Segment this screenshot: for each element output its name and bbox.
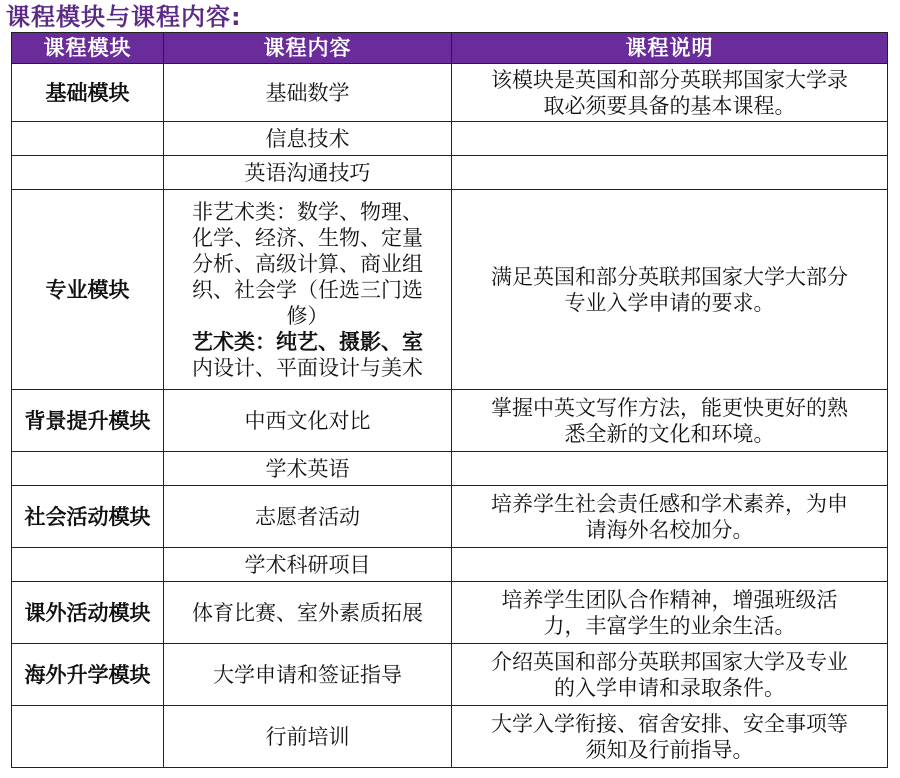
table-row xyxy=(12,582,888,644)
module-cell: 基础模块 xyxy=(12,64,164,122)
table-row xyxy=(12,122,888,156)
description-line: 培养学生团队合作精神，增强班级活 xyxy=(501,587,838,612)
module-cell: 背景提升模块 xyxy=(12,390,164,452)
content-cell: 行前培训 xyxy=(164,706,452,768)
description-line: 介绍英国和部分英联邦国家大学及专业 xyxy=(491,649,848,674)
course-table xyxy=(11,32,888,768)
table-row xyxy=(12,452,888,486)
page-title: 课程模块与课程内容: xyxy=(6,3,242,31)
content-line: 分析、高级计算、商业组 xyxy=(192,251,423,276)
description-cell xyxy=(452,706,888,768)
content-line: 化学、经济、生物、定量 xyxy=(192,225,423,250)
module-cell xyxy=(12,706,164,768)
module-cell xyxy=(12,452,164,486)
module-cell xyxy=(12,122,164,156)
description-cell xyxy=(452,122,888,156)
table-row xyxy=(12,190,888,390)
description-line: 的入学申请和录取条件。 xyxy=(554,675,785,700)
description-line: 培养学生社会责任感和学术素养，为申 xyxy=(491,491,848,516)
module-cell: 社会活动模块 xyxy=(12,486,164,548)
description-cell xyxy=(452,390,888,452)
table-row xyxy=(12,644,888,706)
description-line: 该模块是英国和部分英联邦国家大学录 xyxy=(491,67,848,92)
description-cell xyxy=(452,486,888,548)
description-line: 满足英国和部分英联邦国家大学大部分 xyxy=(491,264,848,289)
description-cell xyxy=(452,452,888,486)
description-line: 掌握中英文写作方法，能更快更好的熟 xyxy=(491,395,848,420)
table-row xyxy=(12,706,888,768)
content-line: 艺术类：纯艺、摄影、室 xyxy=(192,329,423,354)
header-content: 课程内容 xyxy=(164,33,452,64)
module-cell: 课外活动模块 xyxy=(12,582,164,644)
module-cell xyxy=(12,548,164,582)
table-row xyxy=(12,156,888,190)
table-row xyxy=(12,548,888,582)
content-line: 内设计、平面设计与美术 xyxy=(192,355,423,380)
content-cell: 体育比赛、室外素质拓展 xyxy=(164,582,452,644)
description-cell xyxy=(452,64,888,122)
description-cell xyxy=(452,582,888,644)
header-module: 课程模块 xyxy=(12,33,164,64)
description-line: 取必须要具备的基本课程。 xyxy=(543,93,796,118)
content-cell: 学术科研项目 xyxy=(164,548,452,582)
description-line: 须知及行前指导。 xyxy=(585,737,754,762)
description-cell xyxy=(452,644,888,706)
table-row xyxy=(12,390,888,452)
content-line: 织、社会学（任选三门选 xyxy=(192,277,423,302)
content-line: 非艺术类：数学、物理、 xyxy=(192,199,423,224)
description-line: 大学入学衔接、宿舍安排、安全事项等 xyxy=(491,711,848,736)
description-line: 请海外名校加分。 xyxy=(585,517,754,542)
module-cell xyxy=(12,156,164,190)
description-cell xyxy=(452,548,888,582)
content-cell: 中西文化对比 xyxy=(164,390,452,452)
description-cell xyxy=(452,190,888,390)
table-header-row xyxy=(12,33,888,64)
description-line: 力，丰富学生的业余生活。 xyxy=(543,613,796,638)
module-cell: 专业模块 xyxy=(12,190,164,390)
description-line: 专业入学申请的要求。 xyxy=(564,290,775,315)
module-cell: 海外升学模块 xyxy=(12,644,164,706)
content-cell xyxy=(164,190,452,390)
header-description: 课程说明 xyxy=(452,33,888,64)
content-cell: 志愿者活动 xyxy=(164,486,452,548)
content-line: 修） xyxy=(286,303,329,328)
description-cell xyxy=(452,156,888,190)
content-cell: 学术英语 xyxy=(164,452,452,486)
content-cell: 大学申请和签证指导 xyxy=(164,644,452,706)
content-cell: 基础数学 xyxy=(164,64,452,122)
content-cell: 信息技术 xyxy=(164,122,452,156)
table-row xyxy=(12,486,888,548)
description-line: 悉全新的文化和环境。 xyxy=(564,421,775,446)
table-row xyxy=(12,64,888,122)
content-cell: 英语沟通技巧 xyxy=(164,156,452,190)
